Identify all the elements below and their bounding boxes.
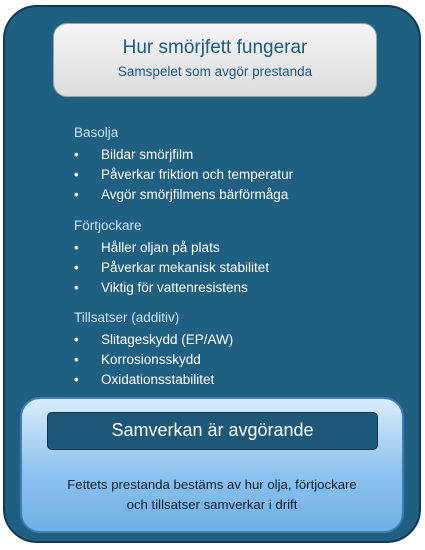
footer-text-line: Fettets prestanda bestäms av hur olja, förtjockare <box>67 477 357 492</box>
bullet-icon: • <box>74 260 79 275</box>
page-title: Hur smörjfett fungerar <box>122 37 308 58</box>
footer-text <box>32 475 392 515</box>
section-fortjockare <box>74 218 269 298</box>
bullet-icon: • <box>74 332 79 347</box>
infographic-card <box>3 5 421 543</box>
section-tillsatser <box>74 310 233 390</box>
bullet-icon: • <box>74 187 79 202</box>
section-title: Förtjockare <box>74 218 142 233</box>
list-item-text: Oxidationsstabilitet <box>101 372 215 387</box>
bullet-icon: • <box>74 167 79 182</box>
bullet-icon: • <box>74 280 79 295</box>
list-item-text: Korrosionsskydd <box>101 352 201 367</box>
list-item-text: Viktig för vattenresistens <box>101 280 248 295</box>
header-box <box>53 23 377 97</box>
footer-banner: Samverkan är avgörande <box>47 412 378 450</box>
bullet-icon: • <box>74 372 79 387</box>
section-title: Basolja <box>74 125 119 140</box>
list-item-text: Slitageskydd (EP/AW) <box>101 332 234 347</box>
list-item-text: Påverkar mekanisk stabilitet <box>101 260 270 275</box>
list-item <box>74 145 293 165</box>
list-item-text: Håller oljan på plats <box>101 240 220 255</box>
bullet-icon: • <box>74 352 79 367</box>
section-basolja <box>74 125 293 205</box>
list-item-text: Avgör smörjfilmens bärförmåga <box>101 187 289 202</box>
list-item-text: Bildar smörjfilm <box>101 147 194 162</box>
page-subtitle: Samspelet som avgör prestanda <box>117 64 313 79</box>
list-item <box>74 165 293 185</box>
list-item <box>74 370 233 390</box>
bullet-list <box>74 238 269 298</box>
list-item <box>74 278 269 298</box>
list-item <box>74 258 269 278</box>
list-item <box>74 330 233 350</box>
footer-text-line: och tillsatser samverkar i drift <box>126 497 298 512</box>
section-title: Tillsatser (additiv) <box>74 310 180 325</box>
list-item <box>74 238 269 258</box>
bullet-icon: • <box>74 147 79 162</box>
footer-box <box>20 397 404 533</box>
bullet-list <box>74 330 233 390</box>
bullet-icon: • <box>74 240 79 255</box>
list-item-text: Påverkar friktion och temperatur <box>101 167 294 182</box>
list-item <box>74 185 293 205</box>
list-item <box>74 350 233 370</box>
bullet-list <box>74 145 293 205</box>
